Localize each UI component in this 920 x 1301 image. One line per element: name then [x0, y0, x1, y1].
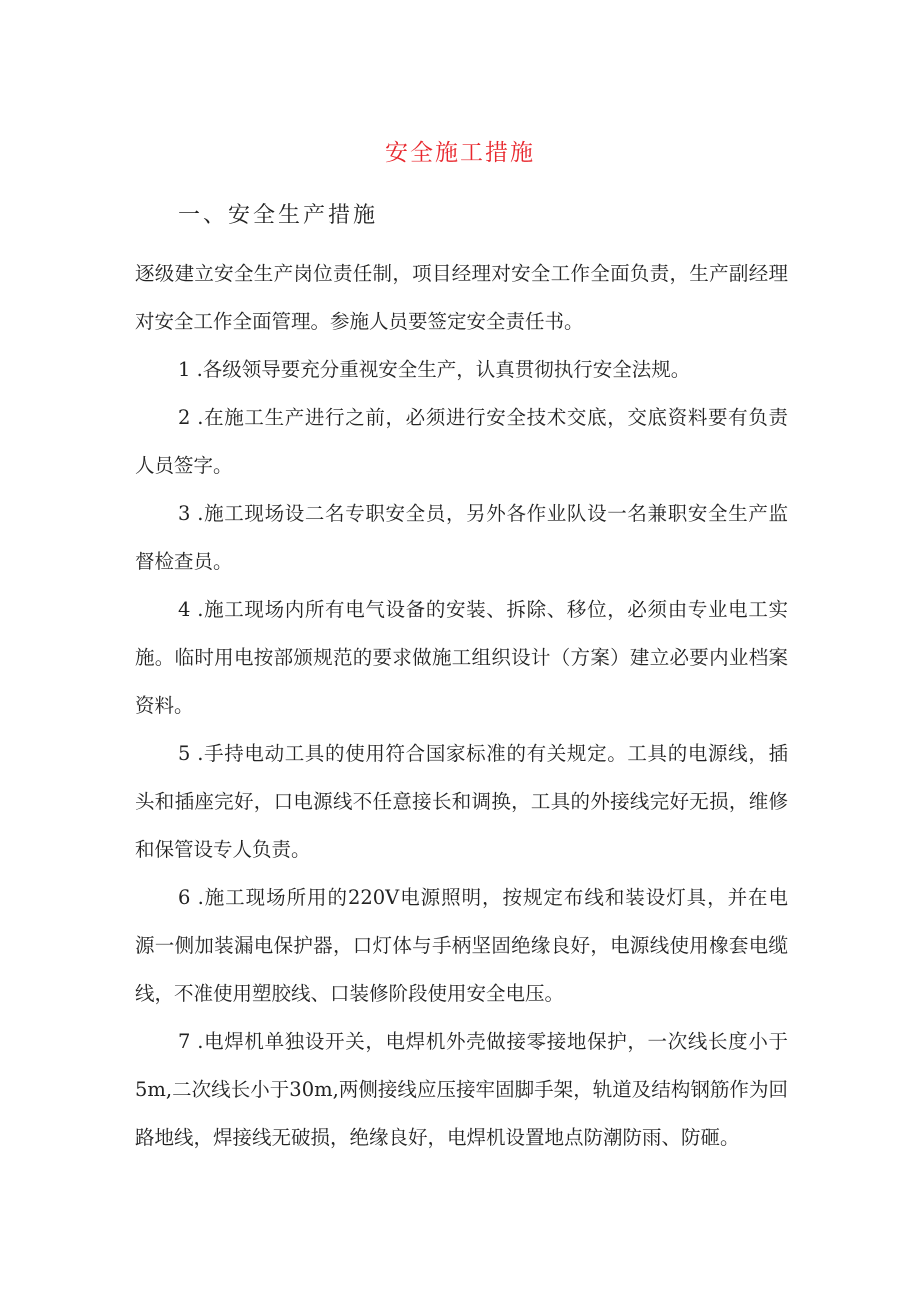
paragraph-line: 资料。: [135, 694, 194, 717]
paragraph-line: 4 .施工现场内所有电气设备的安装、拆除、移位，必须由专业电工实: [178, 598, 788, 621]
paragraph-line: 5m,二次线长小于30m,两侧接线应压接牢固脚手架，轨道及结构钢筋作为回: [135, 1078, 788, 1101]
paragraph-line: 6 .施工现场所用的220V电源照明，按规定布线和装设灯具，并在电: [178, 886, 788, 909]
section-heading: 一、安全生产措施: [178, 203, 379, 228]
paragraph-line: 7 .电焊机单独设开关，电焊机外壳做接零接地保护，一次线长度小于: [178, 1030, 788, 1053]
paragraph: [135, 882, 788, 1026]
paragraph-line: 2 .在施工生产进行之前，必须进行安全技术交底，交底资料要有负责: [178, 406, 788, 429]
paragraph-line: 逐级建立安全生产岗位责任制，项目经理对安全工作全面负责，生产副经理: [135, 262, 788, 285]
paragraph-line: 督检查员。: [135, 550, 233, 573]
paragraph-line: 1 .各级领导要充分重视安全生产，认真贯彻执行安全法规。: [178, 358, 691, 381]
paragraph-line: 源一侧加装漏电保护器，口灯体与手柄坚固绝缘良好，电源线使用橡套电缆: [135, 934, 788, 957]
paragraph-line: 路地线，焊接线无破损，绝缘良好，电焊机设置地点防潮防雨、防砸。: [135, 1126, 740, 1149]
paragraph: [135, 594, 788, 738]
paragraph-line: 头和插座完好，口电源线不任意接长和调换，工具的外接线完好无损，维修: [135, 790, 788, 813]
paragraph: [135, 1026, 788, 1170]
paragraph-line: 和保管设专人负责。: [135, 838, 311, 861]
document-title: 安全施工措施: [385, 140, 535, 166]
paragraph: [135, 498, 788, 594]
document-body: [135, 258, 788, 1170]
paragraph-line: 3 .施工现场设二名专职安全员，另外各作业队设一名兼职安全生产监: [178, 502, 788, 525]
paragraph-line: 人员签字。: [135, 454, 233, 477]
paragraph-line: 线，不准使用塑胶线、口装修阶段使用安全电压。: [135, 982, 565, 1005]
paragraph: [135, 402, 788, 498]
paragraph: [135, 258, 788, 354]
paragraph: [135, 354, 788, 402]
paragraph: [135, 738, 788, 882]
paragraph-line: 施。临时用电按部颁规范的要求做施工组织设计（方案）建立必要内业档案: [135, 646, 788, 669]
paragraph-line: 对安全工作全面管理。参施人员要签定安全责任书。: [135, 310, 584, 333]
paragraph-line: 5 .手持电动工具的使用符合国家标准的有关规定。工具的电源线，插: [178, 742, 788, 765]
